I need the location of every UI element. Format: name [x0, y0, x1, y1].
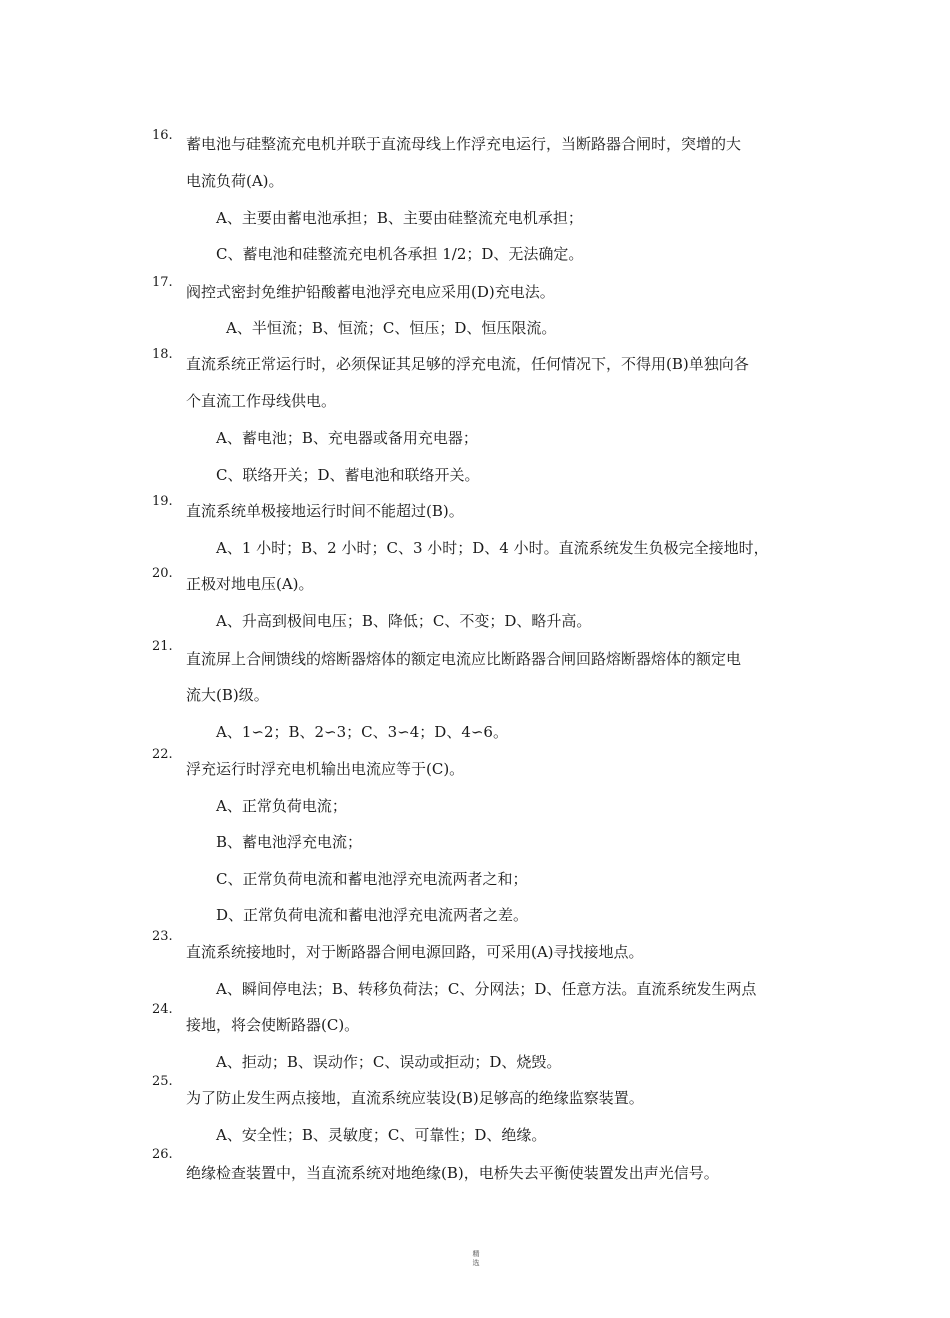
question-line: D、正常负荷电流和蓄电池浮充电流两者之差。 [216, 906, 529, 924]
question-number: 21. [152, 639, 173, 654]
question-line: C、正常负荷电流和蓄电池浮充电流两者之和； [216, 870, 528, 888]
question-line: A、升高到极间电压；B、降低；C、不变；D、略升高。 [216, 612, 592, 630]
question-number: 16. [152, 128, 173, 143]
question-text: 蓄电池与硅整流充电机并联于直流母线上作浮充电运行，当断路器合闸时，突增的大 [186, 135, 742, 153]
question-text: 正极对地电压(A)。 [186, 575, 314, 593]
footer-char: 选 [472, 1259, 480, 1267]
question-line: A、瞬间停电法；B、转移负荷法；C、分网法；D、任意方法。直流系统发生两点 [216, 980, 757, 998]
question-line: 个直流工作母线供电。 [186, 392, 337, 410]
page-footer [466, 1250, 486, 1268]
question-number: 17. [152, 275, 173, 290]
question-line: B、蓄电池浮充电流； [216, 833, 363, 851]
question-number: 24. [152, 1002, 173, 1017]
footer-char: 精 [472, 1250, 480, 1258]
question-line: A、安全性；B、灵敏度；C、可靠性；D、绝缘。 [216, 1126, 547, 1144]
question-text: 接地，将会使断路器(C)。 [186, 1016, 360, 1034]
question-number: 19. [152, 494, 173, 509]
question-number: 18. [152, 347, 173, 362]
question-text: 阀控式密封免维护铅酸蓄电池浮充电应采用(D)充电法。 [186, 283, 555, 301]
question-text: 浮充运行时浮充电机输出电流应等于(C)。 [186, 760, 465, 778]
question-text: 直流屏上合闸馈线的熔断器熔体的额定电流应比断路器合闸回路熔断器熔体的额定电 [186, 650, 742, 668]
question-line: C、联络开关；D、蓄电池和联络开关。 [216, 466, 480, 484]
question-line: A、主要由蓄电池承担；B、主要由硅整流充电机承担； [216, 209, 583, 227]
question-line: 流大(B)级。 [186, 686, 269, 704]
question-line: A、蓄电池；B、充电器或备用充电器； [216, 429, 478, 447]
question-line: A、1∽2；B、2∽3；C、3∽4；D、4∽6。 [216, 723, 508, 741]
question-text: 为了防止发生两点接地，直流系统应装设(B)足够高的绝缘监察装置。 [186, 1089, 644, 1107]
question-text: 直流系统接地时，对于断路器合闸电源回路，可采用(A)寻找接地点。 [186, 943, 644, 961]
question-text: 直流系统正常运行时，必须保证其足够的浮充电流，任何情况下，不得用(B)单独向各 [186, 355, 749, 373]
question-line: A、半恒流；B、恒流；C、恒压；D、恒压限流。 [226, 319, 557, 337]
question-text: 直流系统单极接地运行时间不能超过(B)。 [186, 502, 464, 520]
question-number: 26. [152, 1147, 173, 1162]
question-number: 20. [152, 566, 173, 581]
question-number: 25. [152, 1074, 173, 1089]
question-line: A、拒动；B、误动作；C、误动或拒动；D、烧毁。 [216, 1053, 562, 1071]
question-line: C、蓄电池和硅整流充电机各承担 1/2；D、无法确定。 [216, 245, 584, 263]
question-number: 23. [152, 929, 173, 944]
question-line: A、正常负荷电流； [216, 797, 347, 815]
question-line: A、1 小时；B、2 小时；C、3 小时；D、4 小时。直流系统发生负极完全接地时， [216, 539, 769, 557]
question-line: 电流负荷(A)。 [186, 172, 284, 190]
question-text: 绝缘检查装置中，当直流系统对地绝缘(B)，电桥失去平衡使装置发出声光信号。 [186, 1164, 719, 1182]
question-number: 22. [152, 747, 173, 762]
